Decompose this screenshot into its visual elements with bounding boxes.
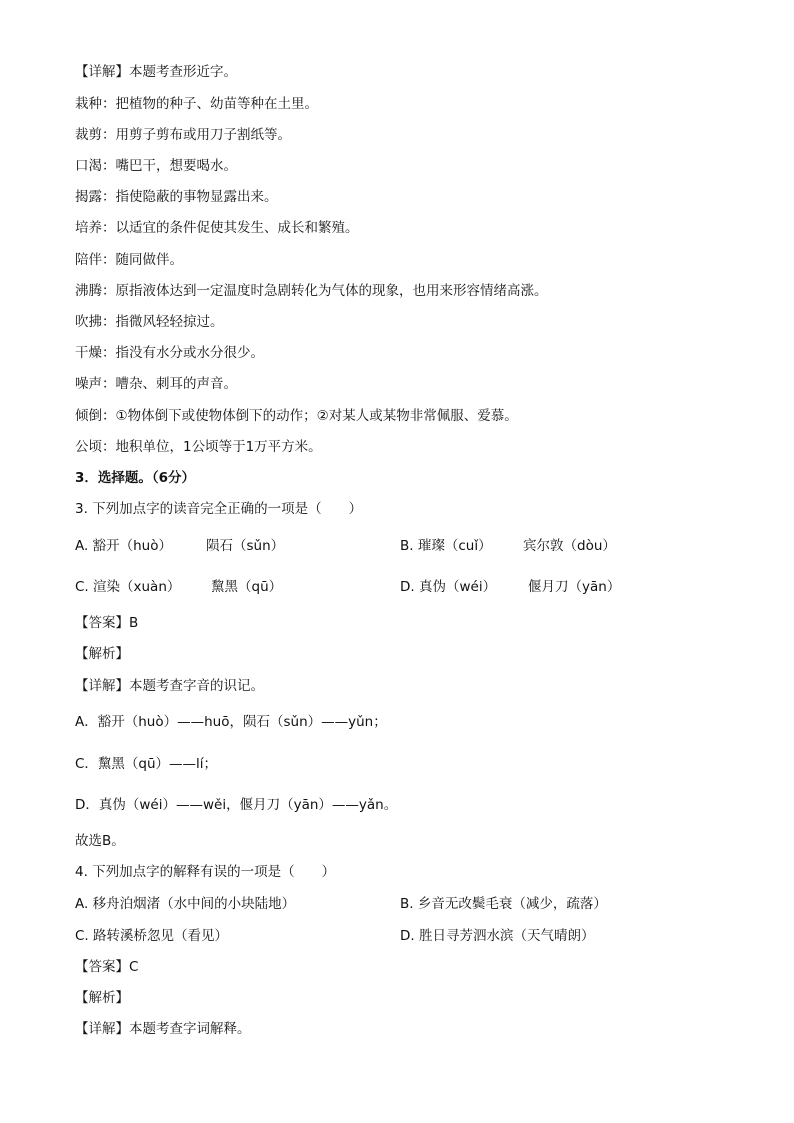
explanation-line: D．真伪（wéi）——wěi，偃月刀（yān）——yǎn。 (75, 797, 398, 813)
option-b: B. 乡音无改鬓毛衰（减少，疏落） (400, 896, 607, 912)
question-stem: 3. 下列加点字的读音完全正确的一项是（ ） (75, 501, 363, 517)
option-a-2: 陨石（sǔn） (206, 538, 285, 554)
answer-label: 【答案】C (75, 959, 139, 975)
definition-entry: 陪伴：随同做伴。 (75, 252, 183, 268)
conclusion-line: 故选B。 (75, 833, 125, 849)
definition-entry: 干燥：指没有水分或水分很少。 (75, 345, 264, 361)
section-heading: 3．选择题。（6分） (75, 470, 196, 486)
definition-entry: 揭露：指使隐蔽的事物显露出来。 (75, 189, 278, 205)
option-d-2: 偃月刀（yān） (528, 579, 621, 595)
option-a-1: A. 豁开（huò） (75, 538, 172, 554)
answer-label: 【答案】B (75, 615, 139, 631)
option-c-2: 黧黑（qū） (211, 579, 283, 595)
explanation-line: A．豁开（huò）——huō，陨石（sǔn）——yǔn； (75, 714, 387, 730)
question-stem: 4. 下列加点字的解释有误的一项是（ ） (75, 864, 336, 880)
option-d: D. 胜日寻芳泗水滨（天气晴朗） (400, 928, 595, 944)
detail-label: 【详解】本题考查字音的识记。 (75, 678, 264, 694)
definition-entry: 公顷：地积单位，1公顷等于1万平方米。 (75, 439, 322, 455)
definition-entry: 栽种：把植物的种子、幼苗等种在土里。 (75, 96, 318, 112)
option-c: C. 路转溪桥忽见（看见） (75, 928, 229, 944)
definition-entry: 倾倒：①物体倒下或使物体倒下的动作；②对某人或某物非常佩服、爱慕。 (75, 408, 518, 424)
definition-entry: 吹拂：指微风轻轻掠过。 (75, 314, 224, 330)
option-c-1: C. 渲染（xuàn） (75, 579, 181, 595)
definition-entry: 沸腾：原指液体达到一定温度时急剧转化为气体的现象，也用来形容情绪高涨。 (75, 283, 548, 299)
analysis-label: 【解析】 (75, 990, 129, 1006)
option-d-1: D. 真伪（wéi） (400, 579, 497, 595)
analysis-label: 【解析】 (75, 646, 129, 662)
detail-label: 【详解】本题考查字词解释。 (75, 1021, 251, 1037)
definition-entry: 噪声：嘈杂、刺耳的声音。 (75, 376, 237, 392)
definition-entry: 培养：以适宜的条件促使其发生、成长和繁殖。 (75, 220, 359, 236)
detail-intro: 【详解】本题考查形近字。 (75, 64, 237, 80)
option-b-2: 宾尔敦（dòu） (523, 538, 616, 554)
definition-entry: 裁剪：用剪子剪布或用刀子割纸等。 (75, 127, 291, 143)
explanation-line: C．黧黑（qū）——lí； (75, 756, 218, 772)
definition-entry: 口渴：嘴巴干，想要喝水。 (75, 158, 237, 174)
option-b-1: B. 璀璨（cuǐ） (400, 538, 492, 554)
option-a: A. 移舟泊烟渚（水中间的小块陆地） (75, 896, 296, 912)
